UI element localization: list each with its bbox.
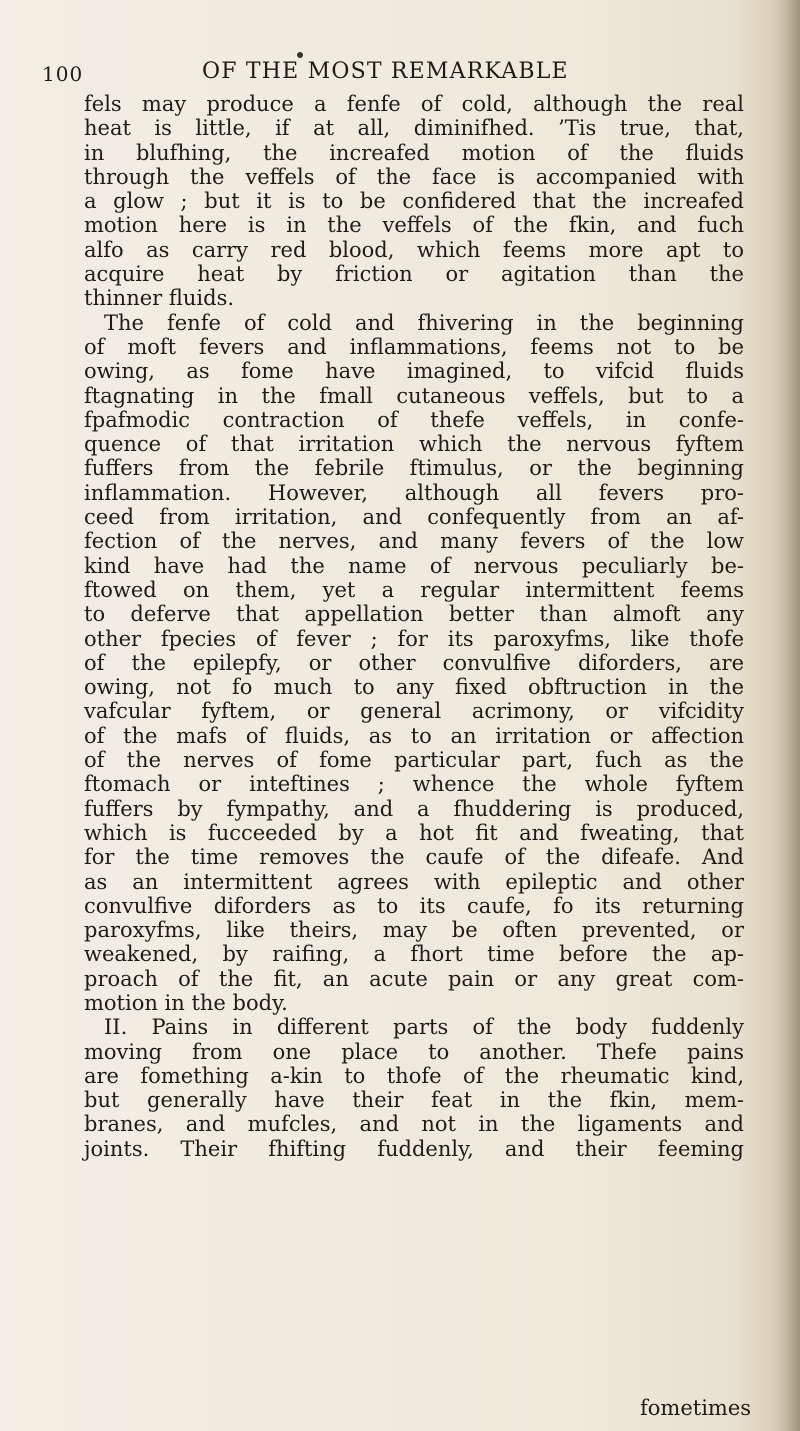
text-line: fuffers from the febrile ftimulus, or the beginning — [84, 456, 744, 481]
text-line: II. Pains in different parts of the body fuddenly — [104, 1015, 744, 1040]
text-line: to deferve that appellation better than almoft any — [84, 602, 744, 627]
text-line: a glow ; but it is to be confidered that the increafed — [84, 189, 744, 214]
text-line: of the nerves of fome particular part, fuch as the — [84, 748, 744, 773]
text-line: motion in the body. — [84, 990, 288, 1015]
text-line: vafcular fyftem, or general acrimony, or vifcidity — [84, 699, 744, 724]
text-line: but generally have their feat in the fkin, mem- — [84, 1088, 744, 1113]
text-line: heat is little, if at all, diminifhed. ’Tis true, that, — [84, 116, 744, 141]
text-line: of the epilepfy, or other convulfive diforders, are — [84, 650, 744, 675]
text-line: The fenfe of cold and fhivering in the beginning — [104, 310, 744, 335]
text-line: for the time removes the caufe of the difeafe. And — [84, 845, 744, 870]
text-line: alfo as carry red blood, which feems more apt to — [84, 237, 744, 262]
text-line: acquire heat by friction or agitation than the — [84, 262, 744, 287]
text-line: kind have had the name of nervous peculiarly be- — [84, 553, 744, 578]
text-line: paroxyfms, like theirs, may be often prevented, or — [84, 918, 744, 943]
catchword: fometimes — [640, 1396, 752, 1420]
text-line: fection of the nerves, and many fevers of the low — [84, 529, 744, 554]
text-line: ceed from irritation, and confequently from an af- — [84, 505, 744, 530]
body-text — [84, 92, 744, 1161]
text-line: quence of that irritation which the nervous fyftem — [84, 432, 744, 457]
text-line: ftomach or inteftines ; whence the whole fyftem — [84, 772, 744, 797]
text-line: proach of the fit, an acute pain or any great com- — [84, 966, 744, 991]
running-head — [42, 52, 742, 86]
text-line: ftagnating in the fmall cutaneous veffels, but to a — [84, 383, 744, 408]
text-line: which is fucceeded by a hot fit and fweating, that — [84, 820, 744, 845]
page-number: 100 — [42, 62, 84, 86]
text-line: fpafmodic contraction of thefe veffels, in confe- — [84, 407, 744, 432]
text-line: other fpecies of fever ; for its paroxyfms, like thofe — [84, 626, 744, 651]
page-edge-shadow — [774, 0, 800, 1431]
text-line: convulfive diforders as to its caufe, fo its returning — [84, 893, 744, 918]
text-line: are fomething a-kin to thofe of the rheumatic kind, — [84, 1063, 744, 1088]
text-line: in blufhing, the increafed motion of the fluids — [84, 140, 744, 165]
text-line: fels may produce a fenfe of cold, although the real — [84, 92, 744, 116]
text-line: ftowed on them, yet a regular intermittent feems — [84, 577, 744, 602]
text-line: moving from one place to another. Thefe pains — [84, 1039, 744, 1064]
text-line: through the veffels of the face is accompanied with — [84, 164, 744, 189]
ink-dot — [297, 52, 303, 58]
text-line: of the mafs of fluids, as to an irritation or affection — [84, 723, 744, 748]
text-line: owing, not fo much to any fixed obftruction in the — [84, 675, 744, 700]
text-line: owing, as fome have imagined, to vifcid fluids — [84, 359, 744, 384]
text-line: as an intermittent agrees with epileptic and other — [84, 869, 744, 894]
text-line: of moft fevers and inflammations, feems not to be — [84, 334, 744, 359]
text-line: thinner fluids. — [84, 286, 235, 311]
text-line: motion here is in the veffels of the fkin, and fuch — [84, 213, 744, 238]
running-head-title: OF THE MOST REMARKABLE — [202, 59, 569, 84]
text-line: fuffers by fympathy, and a fhuddering is produced, — [84, 796, 744, 821]
text-line: weakened, by raifing, a fhort time before the ap- — [84, 942, 744, 967]
text-line: inflammation. However, although all fevers pro- — [84, 480, 744, 505]
text-line: joints. Their fhifting fuddenly, and their feeming — [84, 1136, 744, 1161]
text-line: branes, and mufcles, and not in the ligaments and — [84, 1112, 744, 1137]
